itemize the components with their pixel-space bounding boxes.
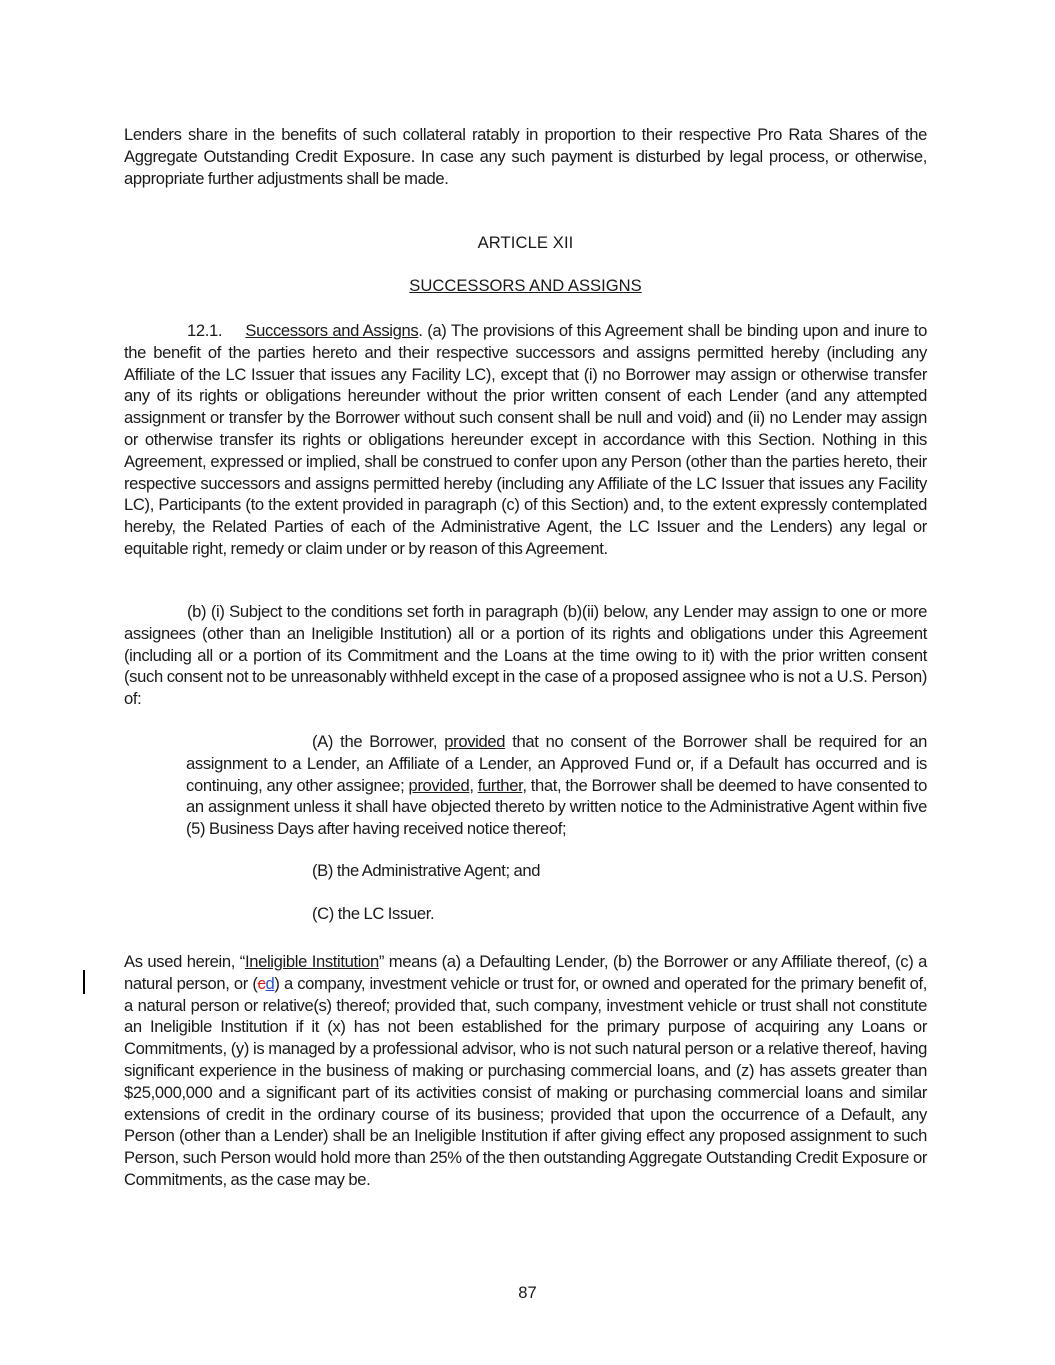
document-page xyxy=(124,124,928,1189)
ineligible-defined-term: Ineligible Institution xyxy=(244,952,379,971)
section-number: 12.1. xyxy=(187,321,223,340)
ineligible-text-1: As used herein, “ xyxy=(124,952,245,971)
ineligible-text-2: ” means (a) a Defaulting Lender, (b) the Borrower or any Affiliate thereof, (c) a natural person, or ( xyxy=(124,952,927,993)
carry-over-paragraph: Lenders share in the benefits of such collateral ratably in proportion to their respective Pro Rata Shares of the Aggregate Outstanding Credit Exposure. In case any such payment is disturbed by legal process, or otherwise, appropriate further adjustments shall be made. xyxy=(124,125,927,188)
article-heading xyxy=(124,276,927,296)
clause-a-comma: , xyxy=(469,775,478,795)
clause-c: (C) the LC Issuer. xyxy=(312,904,435,923)
clause-a-provided-2: provided xyxy=(408,775,470,795)
change-bar-marker xyxy=(83,970,85,994)
tracked-deletion: c xyxy=(257,973,266,993)
article-number: ARTICLE XII xyxy=(477,233,574,252)
article-heading-text: SUCCESSORS AND ASSIGNS xyxy=(409,276,642,295)
paragraph-b: (b) (i) Subject to the conditions set forth in paragraph (b)(ii) below, any Lender may assign to one or more assignees (other than an Ineligible Institution) all or a portion of its rights and obligations under this Agreement (including all or a portion of its Commitment and the Loans at the time owing to it) with the prior written consent (such consent not to be unreasonably withheld except in the case of a proposed assignee who is not a U.S. Person) of: xyxy=(124,602,927,709)
section-body: . (a) The provisions of this Agreement shall be binding upon and inure to the benefit of the parties hereto and their respective successors and assigns permitted hereby (including any Affiliate of the LC Issuer that issues any Facility LC), except that (i) no Borrower may assign or otherwise transfer any of its rights or obligations hereunder without the prior written consent of each Lender (and any attempted assignment or transfer by the Borrower without such consent shall be null and void) and (ii) no Lender may assign or otherwise transfer its rights or obligations hereunder except in accordance with this Section. Nothing in this Agreement, expressed or implied, shall be construed to confer upon any Person (other than the parties hereto, their respective successors and assigns permitted hereby (including any Affiliate of the LC Issuer that issues any Facility LC), Participants (to the extent provided in paragraph (c) of this Section) and, to the extent expressly contemplated hereby, the Related Parties of each of the Administrative Agent, the LC Issuer and the Lenders) any legal or equitable right, remedy or claim under or by reason of this Agreement. xyxy=(124,321,927,558)
clause-a-text-1: (A) the Borrower, xyxy=(312,732,445,751)
section-title: Successors and Assigns xyxy=(245,321,419,340)
section-12-1-paragraph xyxy=(124,320,927,560)
clause-a-provided: provided xyxy=(444,732,506,751)
clause-a-text-2: that no consent of the Borrower shall be required for an assignment to a Lender, an Affiliate of a Lender, an Approved Fund or, if a Default has occurred and is continuing, any other assignee; xyxy=(186,732,927,795)
clause-a-block xyxy=(186,731,927,840)
clause-b: (B) the Administrative Agent; and xyxy=(312,861,541,880)
ineligible-institution-paragraph xyxy=(124,951,927,1191)
clause-a-text-3: , that, the Borrower shall be deemed to have consented to an assignment unless it shall have objected thereto by written notice to the Administrative Agent within five (5) Business Days after having received notice thereof; xyxy=(186,775,927,839)
ineligible-text-3: ) a company, investment vehicle or trust for, or owned and operated for the primary benefit of, a natural person or relative(s) thereof; provided that, such company, investment vehicle or trust shall not constitute an Ineligible Institution if it (x) has not been established for the primary purpose of acquiring any Loans or Commitments, (y) is managed by a professional advisor, who is not such natural person or a relative thereof, having significant experience in the business of making or purchasing commercial loans, and (z) has assets greater than $25,000,000 and a significant part of its activities consist of making or purchasing commercial loans and similar extensions of credit in the ordinary course of its business; provided that upon the occurrence of a Default, any Person (other than a Lender) shall be an Ineligible Institution if after giving effect any proposed assignment to such Person, such Person would hold more than 25% of the then outstanding Aggregate Outstanding Credit Exposure or Commitments, as the case may be. xyxy=(124,973,928,1189)
clause-a xyxy=(186,731,927,840)
clause-a-further: further xyxy=(477,775,523,795)
tracked-insertion: d xyxy=(265,973,275,993)
page-number: 87 xyxy=(518,1283,537,1302)
